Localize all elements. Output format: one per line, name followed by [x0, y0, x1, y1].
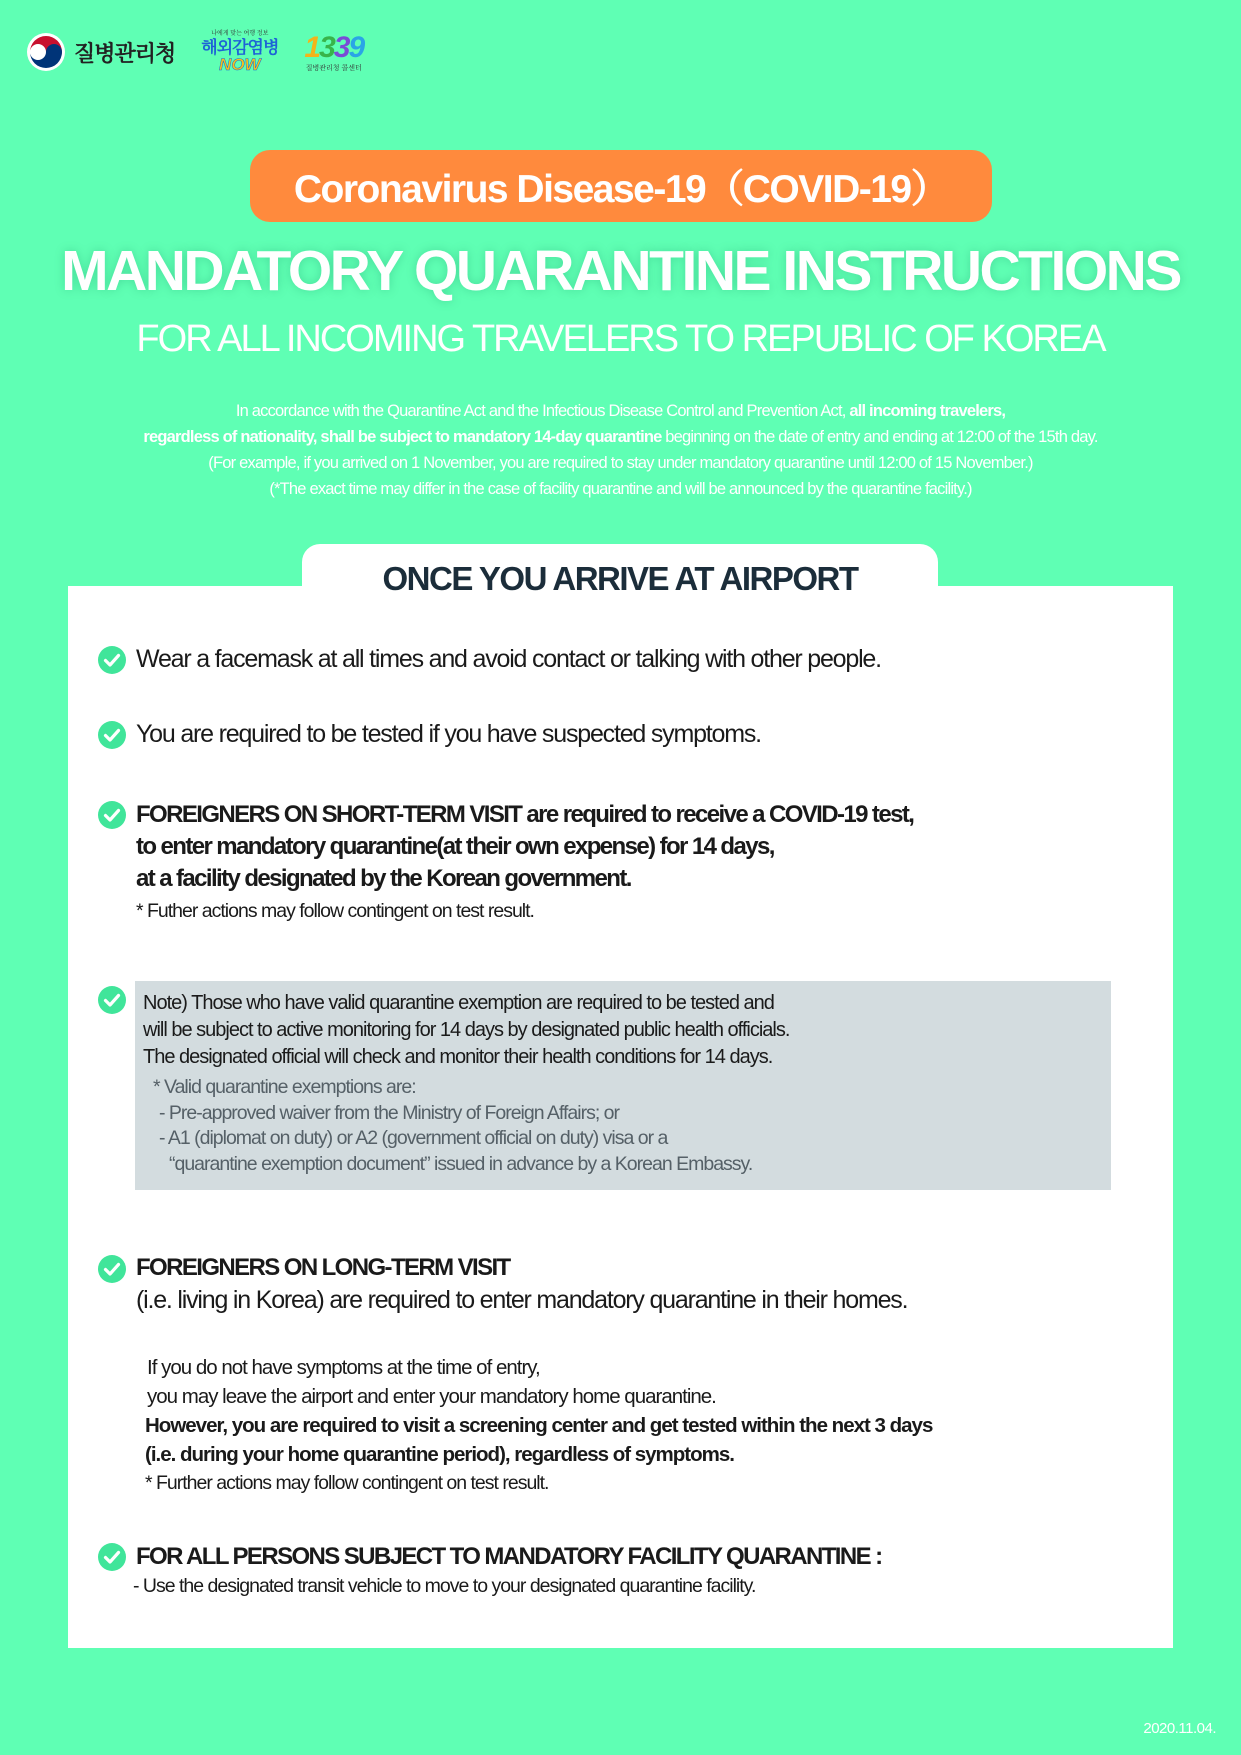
- kdca-logo: [26, 32, 175, 72]
- check-icon: [98, 646, 126, 674]
- instruction-short-term-visit: FOREIGNERS ON SHORT-TERM VISIT are required to receive a COVID-19 test, to enter mandatory quarantine(at their own expense) for 14 days, at a facility designated by the Korean government. * Futher actions may follow contingent on test result.: [136, 801, 914, 922]
- taegeuk-icon: [26, 32, 66, 72]
- instruction-testing: You are required to be tested if you have suspected symptoms.: [136, 720, 761, 748]
- page-subtitle: FOR ALL INCOMING TRAVELERS TO REPUBLIC OF KOREA: [136, 318, 1105, 360]
- check-icon: [98, 721, 126, 749]
- exemption-note-box: Note) Those who have valid quarantine exemption are required to be tested and will be subject to active monitoring for 14 days by designated public health officials. The designated official will check and monitor their health conditions for 14 days. * Valid quarantine exemptions are: - Pre-approved waiver from the Ministry of Foreign Affairs; or - A1 (diplomat on duty) or A2 (government official on duty) visa or a “quarantine exemption document” issued in advance by a Korean Embassy.: [135, 981, 1111, 1190]
- check-icon: [98, 1255, 126, 1283]
- issue-date: 2020.11.04.: [1143, 1720, 1216, 1737]
- check-icon: [98, 1543, 126, 1571]
- instruction-facility-quarantine: FOR ALL PERSONS SUBJECT TO MANDATORY FACILITY QUARANTINE : - Use the designated transit vehicle to move to your designated quarantine facility.: [133, 1543, 882, 1597]
- check-icon: [98, 986, 126, 1014]
- instruction-long-term-visit: FOREIGNERS ON LONG-TERM VISIT (i.e. living in Korea) are required to enter mandatory quarantine in their homes.: [136, 1254, 908, 1314]
- page-title: MANDATORY QUARANTINE INSTRUCTIONS: [61, 239, 1180, 303]
- section-tab-title: ONCE YOU ARRIVE AT AIRPORT: [302, 544, 938, 614]
- covid-title-pill: Coronavirus Disease-19（COVID-19）: [250, 150, 992, 222]
- instruction-facemask: Wear a facemask at all times and avoid contact or talking with other people.: [136, 645, 881, 673]
- check-icon: [98, 801, 126, 829]
- hotline-1339-logo: 1339 질병관리청 콜센터: [304, 30, 364, 72]
- intro-text: In accordance with the Quarantine Act and the Infectious Disease Control and Prevention Act, all incoming travelers, regardless of nationality, shall be subject to mandatory 14-day quarantine beginning on the date of entry and ending at 12:00 of the 15th day. (For example, if you arrived on 1 November, you are required to stay under mandatory quarantine until 12:00 of 15 November.) (*The exact time may differ in the case of facility quarantine and will be announced by the quarantine facility.): [143, 402, 1098, 498]
- kdca-name: 질병관리청: [74, 40, 176, 66]
- header-logos: [26, 26, 363, 78]
- home-quarantine-details: If you do not have symptoms at the time of entry, you may leave the airport and enter your mandatory home quarantine. However, you are required to visit a screening center and get tested within the next 3 days (i.e. during your home quarantine period), regardless of symptoms. * Further actions may follow contingent on test result.: [145, 1356, 933, 1494]
- overseas-infectious-disease-now-logo: 나에게 맞는 여행 정보 해외감염병 NOW: [201, 31, 279, 74]
